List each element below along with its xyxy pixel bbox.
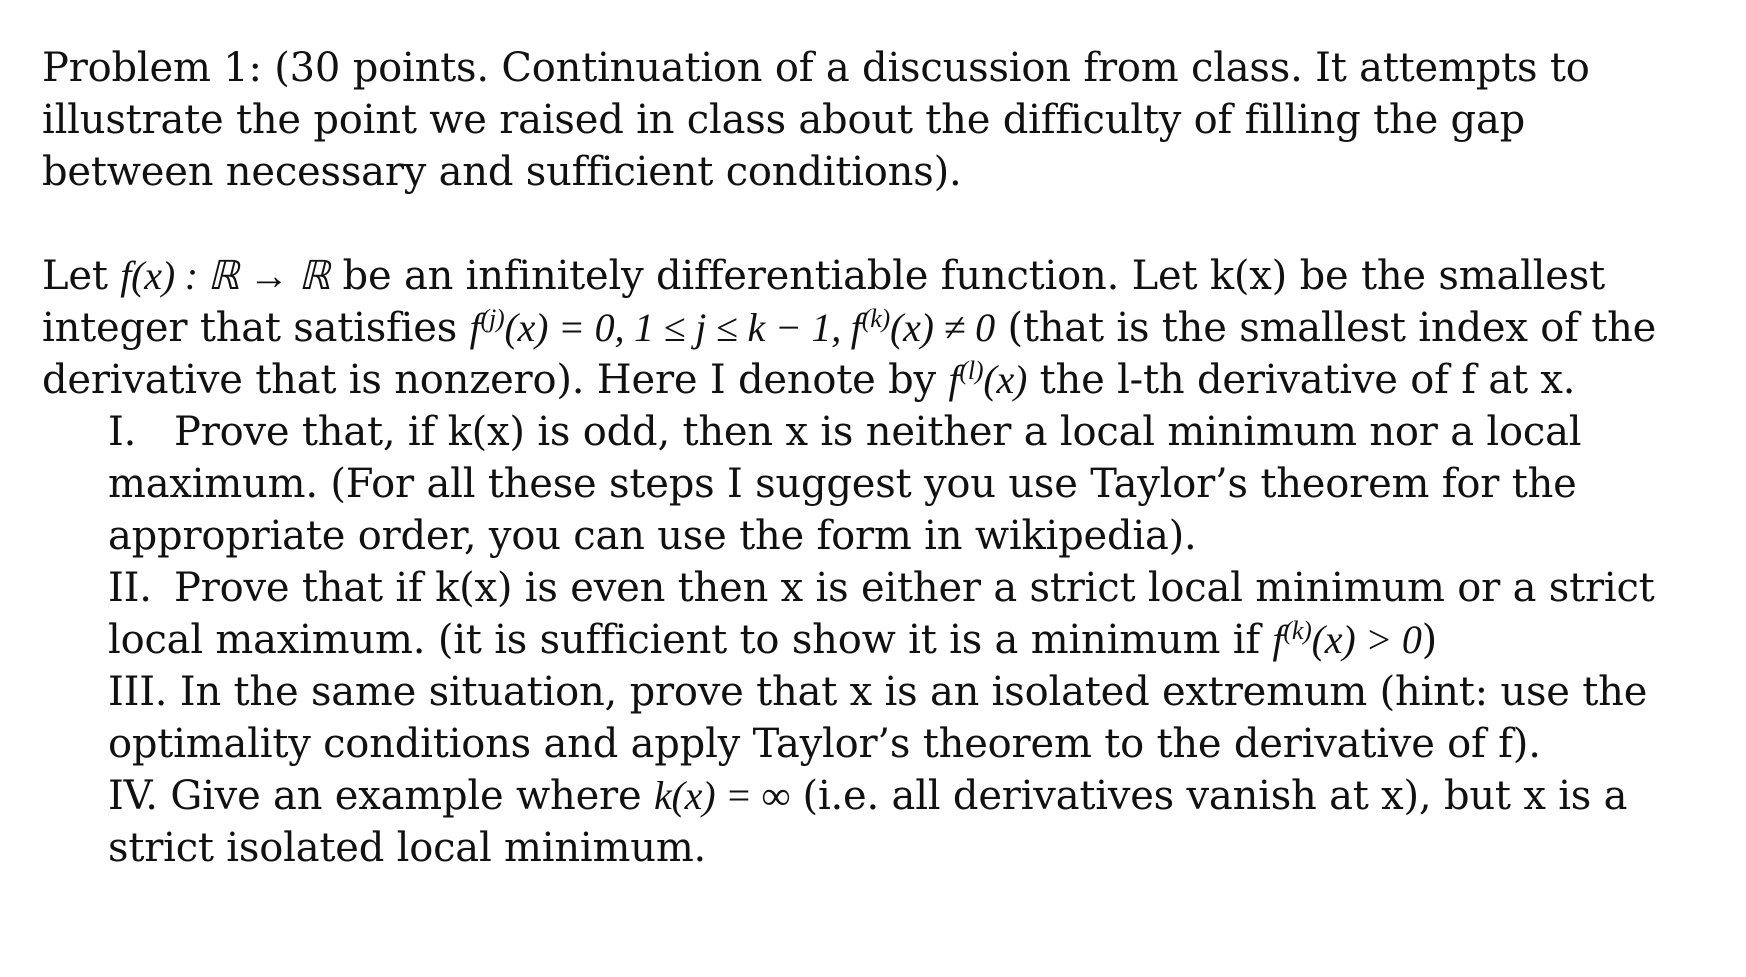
task-text: ) [1421, 617, 1438, 663]
math-expression: (x) ≠ 0 [890, 305, 995, 350]
math-superscript: (j) [480, 304, 505, 333]
problem-intro: Problem 1: (30 points. Continuation of a discussion from class. It attempts to illustrate the point we raised in class about the difficulty of filling the gap between necessary and sufficient conditions). [42, 45, 1590, 195]
math-superscript: (k) [861, 304, 890, 333]
problem-setup [42, 250, 1686, 406]
math-superscript: (l) [959, 356, 984, 385]
setup-text-1: Let [42, 253, 121, 299]
task-math: k(x) = ∞ [653, 773, 791, 818]
task-math [1272, 617, 1421, 662]
task-item-2 [108, 562, 1686, 666]
math-superscript: (k) [1283, 616, 1312, 645]
task-item-1 [108, 406, 1686, 562]
math-expression: (x) = 0, 1 ≤ j ≤ k − 1, f [504, 305, 862, 350]
math-f: f [1272, 617, 1284, 662]
setup-text-3: (that is the smallest index of the derivative that is nonzero). Here I denote by [42, 305, 1657, 403]
task-text: In the same situation, prove that x is an isolated extremum (hint: use the optimality conditions and apply Taylor’s theorem to the derivative of f). [108, 669, 1648, 767]
setup-text-4: the l-th derivative of f at x. [1027, 357, 1576, 403]
task-text: Prove that if k(x) is even then x is either a strict local minimum or a strict local maximum. (it is sufficient to show it is a minimum if [108, 565, 1655, 663]
setup-text-2: be an infinitely differentiable function. Let k(x) be the smallest integer that satisfies [42, 253, 1605, 351]
setup-math-condition [470, 305, 995, 350]
math-expression: (x) > 0 [1311, 617, 1422, 662]
math-f: f [469, 305, 481, 350]
task-marker: I. [108, 409, 137, 455]
task-list [42, 406, 1686, 874]
task-text: (i.e. all derivatives vanish at x), but x is a strict isolated local minimum. [108, 773, 1628, 871]
task-item-3 [108, 666, 1686, 770]
task-marker: III. [108, 669, 168, 715]
task-text: Prove that, if k(x) is odd, then x is neither a local minimum nor a local maximum. (For all these steps I suggest you use Taylor’s theorem for the appropriate order, you can use the form in wikipedia). [108, 409, 1582, 559]
setup-math-function: f(x) : ℝ → ℝ [120, 253, 331, 298]
task-text: Give an example where [170, 773, 654, 819]
setup-math-derivative [948, 357, 1027, 402]
math-expression: (x) [983, 357, 1028, 402]
task-marker: IV. [108, 773, 158, 819]
task-item-4 [108, 770, 1686, 874]
task-marker: II. [108, 565, 152, 611]
math-f: f [948, 357, 960, 402]
